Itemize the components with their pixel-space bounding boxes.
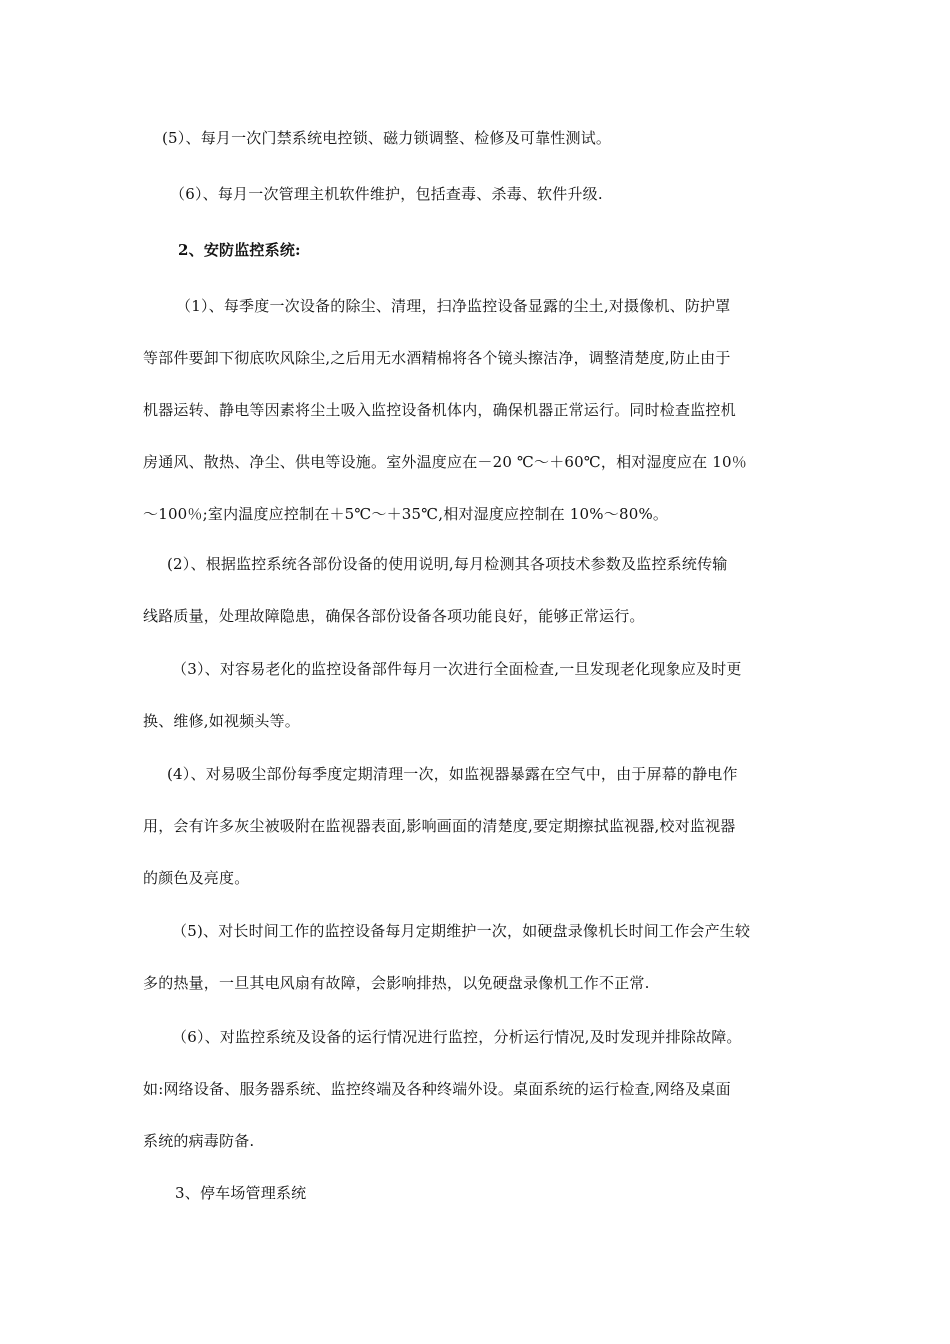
text-line: （1）、每季度一次设备的除尘、清理，扫净监控设备显露的尘土,对摄像机、防护罩 <box>176 297 731 315</box>
heading-text: 2、安防监控系统: <box>178 241 301 259</box>
text-line: 多的热量，一旦其电风扇有故障，会影响排热，以免硬盘录像机工作不正常. <box>143 974 650 992</box>
paragraph-monitoring-2 <box>143 538 811 642</box>
section-heading-parking-management <box>175 1167 843 1219</box>
paragraph-monitoring-4 <box>143 748 811 904</box>
text-line: 机器运转、静电等因素将尘土吸入监控设备机体内，确保机器正常运行。同时检查监控机 <box>143 401 736 419</box>
text-line: （3）、对容易老化的监控设备部件每月一次进行全面检查,一旦发现老化现象应及时更 <box>172 660 742 678</box>
text-line: 等部件要卸下彻底吹风除尘,之后用无水酒精棉将各个镜头擦洁净，调整清楚度,防止由于 <box>143 349 731 367</box>
text-line: （6）、对监控系统及设备的运行情况进行监控，分析运行情况,及时发现并排除故障。 <box>172 1028 742 1046</box>
text-line: 系统的病毒防备. <box>143 1132 255 1150</box>
text-line: 房通风、散热、净尘、供电等设施。室外温度应在－20 ℃～＋60℃，相对湿度应在 10％ <box>143 453 747 471</box>
text-line: （6）、每月一次管理主机软件维护，包括查毒、杀毒、软件升级. <box>170 185 603 203</box>
text-line: （5)、对长时间工作的监控设备每月定期维护一次，如硬盘录像机长时间工作会产生较 <box>172 922 751 940</box>
paragraph-access-control-6 <box>170 168 838 220</box>
text-line: (4）、对易吸尘部份每季度定期清理一次，如监视器暴露在空气中，由于屏幕的静电作 <box>167 765 738 783</box>
text-line: 如:网络设备、服务器系统、监控终端及各种终端外设。桌面系统的运行检查,网络及桌面 <box>143 1080 731 1098</box>
paragraph-monitoring-6 <box>143 1011 811 1167</box>
paragraph-monitoring-5 <box>143 905 811 1009</box>
text-line: (2）、根据监控系统各部份设备的使用说明,每月检测其各项技术参数及监控系统传输 <box>167 555 728 573</box>
text-line: (5）、每月一次门禁系统电控锁、磁力锁调整、检修及可靠性测试。 <box>162 129 612 147</box>
text-line: 用，会有许多灰尘被吸附在监视器表面,影响画面的清楚度,要定期擦拭监视器,校对监视器 <box>143 817 736 835</box>
paragraph-monitoring-1 <box>143 280 811 540</box>
heading-text: 3、停车场管理系统 <box>175 1184 307 1202</box>
text-line: 换、维修,如视频头等。 <box>143 712 300 730</box>
paragraph-monitoring-3 <box>143 643 811 747</box>
section-heading-security-monitoring <box>178 224 846 276</box>
text-line: 线路质量，处理故障隐患，确保各部份设备各项功能良好，能够正常运行。 <box>143 607 645 625</box>
text-line: 的颜色及亮度。 <box>143 869 250 887</box>
text-line: ～100％;室内温度应控制在＋5℃～＋35℃,相对湿度应控制在 10%～80%。 <box>143 505 669 523</box>
paragraph-access-control-5 <box>162 112 830 164</box>
